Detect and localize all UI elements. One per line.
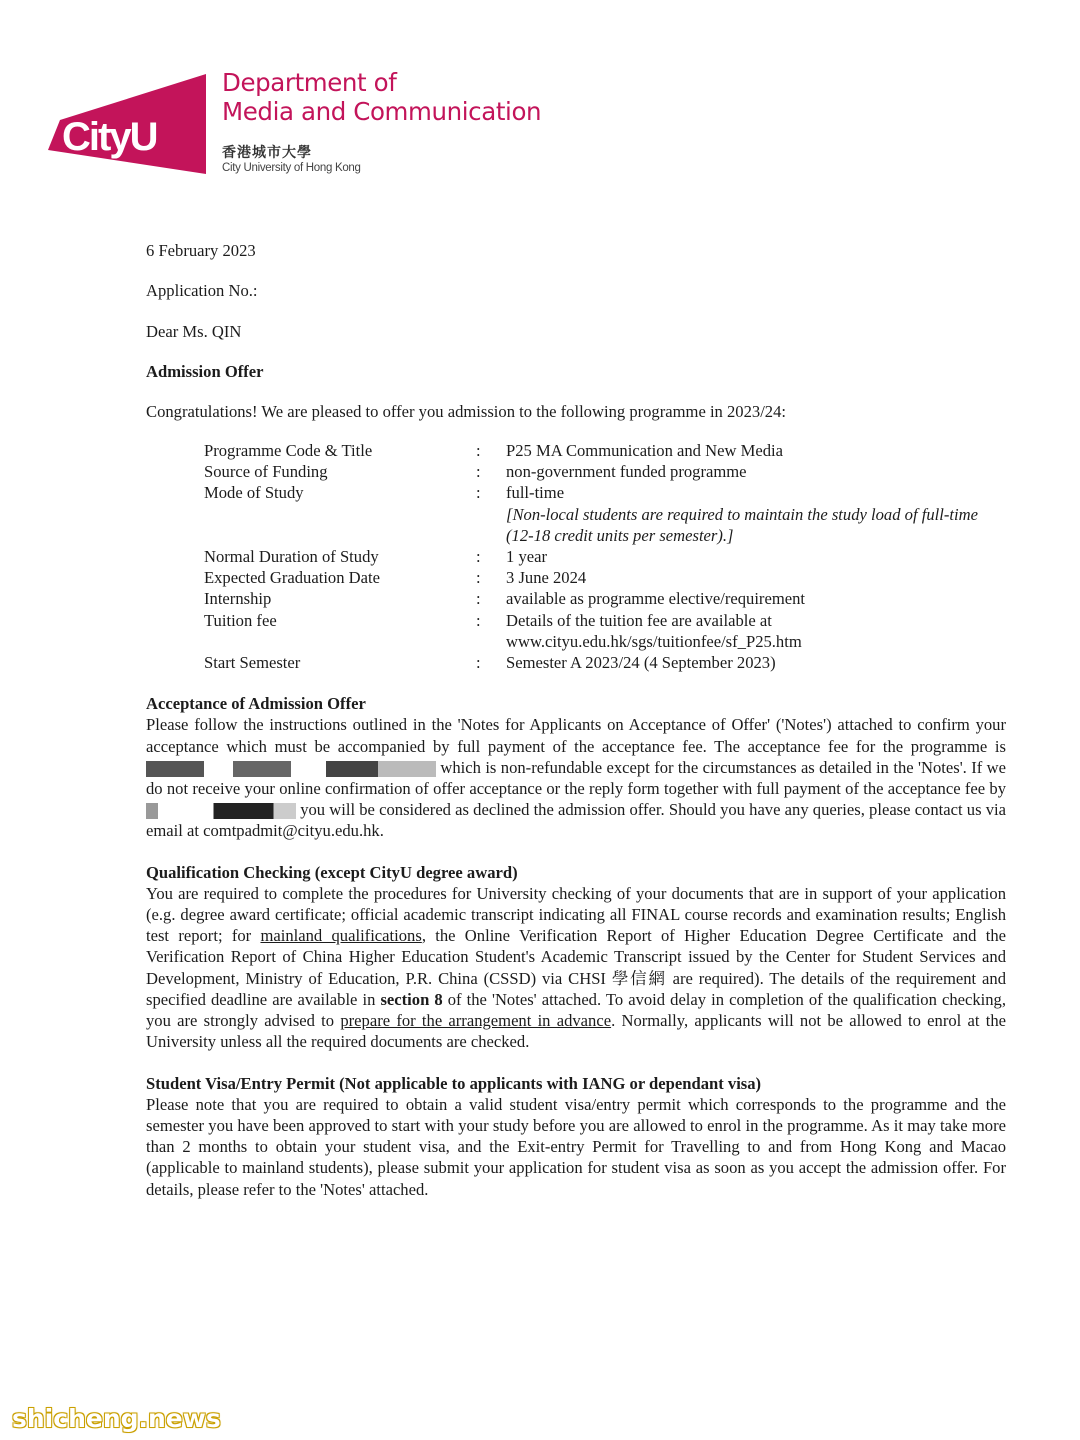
detail-value-text: 1 year — [506, 547, 547, 567]
qualification-heading: Qualification Checking (except CityU degree award) — [146, 862, 518, 882]
detail-label: Start Semester — [204, 653, 301, 673]
congratulations-text: Congratulations! We are pleased to offer you admission to the following programme in 2023/24: — [146, 401, 787, 421]
detail-colon: : — [476, 653, 481, 673]
letter-title: Admission Offer — [146, 361, 264, 381]
application-number: Application No.: — [146, 281, 258, 301]
letter-body — [146, 240, 1006, 1220]
department-name — [222, 68, 541, 126]
detail-label: Expected Graduation Date — [204, 568, 381, 588]
detail-value — [506, 546, 1006, 567]
visa-paragraph: Please note that you are required to obtain a valid student visa/entry permit which corresponds to the programme and the semester you have been approved to start with your study before you are allowed to enrol in the programme. As it may take more than 2 months to obtain your student visa, and the Exit-entry Permit for Travelling to and from Hong Kong and Macao (applicable to mainland students), please submit your application for student visa as soon as you accept the admission offer. For details, please refer to the 'Notes' attached. — [146, 1094, 1006, 1199]
redacted-fee — [146, 761, 436, 777]
detail-colon: : — [476, 547, 481, 567]
detail-value-text: Semester A 2023/24 (4 September 2023) — [506, 653, 776, 673]
detail-row — [204, 461, 1006, 482]
section-reference: section 8 — [380, 989, 443, 1009]
detail-colon: : — [476, 610, 481, 630]
detail-label: Normal Duration of Study — [204, 547, 379, 567]
detail-value-text: available as programme elective/requirement — [506, 589, 806, 609]
detail-colon: : — [476, 441, 481, 461]
detail-value-text: Details of the tuition fee are available at www.cityu.edu.hk/sgs/tuitionfee/sf_P25.htm — [506, 610, 802, 651]
qualification-paragraph — [146, 883, 1006, 1053]
detail-value — [506, 440, 1006, 461]
qualification-text-4: . Normally, applicants will not be allowed to enrol at the University unless all the required documents are checked. — [146, 1011, 1006, 1052]
redacted-deadline — [146, 803, 296, 819]
detail-row — [204, 440, 1006, 461]
detail-value-text: P25 MA Communication and New Media — [506, 441, 783, 461]
detail-value — [506, 610, 1006, 652]
dept-line-1: Department of — [222, 68, 397, 97]
detail-value-text: non-government funded programme — [506, 462, 747, 482]
dept-line-2: Media and Communication — [222, 97, 542, 126]
detail-row — [204, 652, 1006, 673]
detail-label: Internship — [204, 589, 272, 609]
detail-label: Programme Code & Title — [204, 441, 373, 461]
detail-row — [204, 482, 1006, 546]
prepare-in-advance-link[interactable]: prepare for the arrangement in advance — [340, 1011, 612, 1031]
acceptance-text-3: you will be considered as declined the admission offer. Should you have any queries, please contact us via email at comtpadmit@cityu.edu.hk. — [146, 800, 1006, 841]
programme-details-table — [204, 440, 1006, 673]
visa-heading: Student Visa/Entry Permit (Not applicable to applicants with IANG or dependant visa) — [146, 1073, 762, 1093]
cityu-logo — [46, 70, 212, 178]
detail-label: Source of Funding — [204, 462, 328, 482]
university-name-english: City University of Hong Kong — [222, 162, 361, 174]
acceptance-text-1: Please follow the instructions outlined in the 'Notes for Applicants on Acceptance of Offer' ('Notes') attached to confirm your acceptance which must be accompanied by full payment of the acceptance fee. The acceptance fee for the programme is — [146, 715, 1006, 756]
detail-colon: : — [476, 568, 481, 588]
mainland-qualifications-link[interactable]: mainland qualifications — [260, 926, 422, 946]
detail-note: [Non-local students are required to maintain the study load of full-time (12-18 credit units per semester).] — [506, 504, 978, 545]
qualification-text-1: You are required to complete the procedures for University checking of your documents that are in support of your application (e.g. degree award certificate; official academic transcript indicating all FINAL course records and examination results; English test report; for — [146, 883, 1006, 946]
detail-row — [204, 546, 1006, 567]
university-name-chinese: 香港城市大學 — [222, 145, 312, 161]
detail-row — [204, 567, 1006, 588]
detail-row — [204, 610, 1006, 652]
detail-colon: : — [476, 483, 481, 503]
site-watermark: shicheng.news — [12, 1404, 221, 1433]
acceptance-heading: Acceptance of Admission Offer — [146, 694, 366, 714]
detail-row — [204, 588, 1006, 609]
letter-date: 6 February 2023 — [146, 241, 256, 260]
detail-label: Tuition fee — [204, 610, 277, 630]
detail-value — [506, 461, 1006, 482]
acceptance-text-2: which is non-refundable except for the circumstances as detailed in the 'Notes'. If we do not receive your online confirmation of offer acceptance or the reply form together with full payment of the acceptance fee by — [146, 757, 1006, 799]
detail-colon: : — [476, 462, 481, 482]
qualification-text-2: , the Online Verification Report of Higher Education Degree Certificate and the Verification Report of China Higher Education Student's Academic Transcript issued by the Center for Student Services and Development, Ministry of Education, P.R. China (CSSD) via CHSI 學信網 are required). The details of the requirement and specified deadline are available in — [146, 926, 1007, 1009]
qualification-text-3: of the 'Notes' attached. To avoid delay in completion of the qualification checking, you are strongly advised to — [146, 989, 1006, 1031]
detail-value-text: full-time — [506, 483, 565, 503]
detail-value — [506, 482, 1006, 546]
detail-value — [506, 567, 1006, 588]
detail-value-text: 3 June 2024 — [506, 568, 587, 588]
acceptance-paragraph — [146, 714, 1006, 841]
logo-text: CityU — [62, 115, 157, 159]
detail-value — [506, 588, 1006, 609]
detail-colon: : — [476, 589, 481, 609]
detail-label: Mode of Study — [204, 483, 304, 503]
salutation: Dear Ms. QIN — [146, 322, 242, 342]
detail-value — [506, 652, 1006, 673]
